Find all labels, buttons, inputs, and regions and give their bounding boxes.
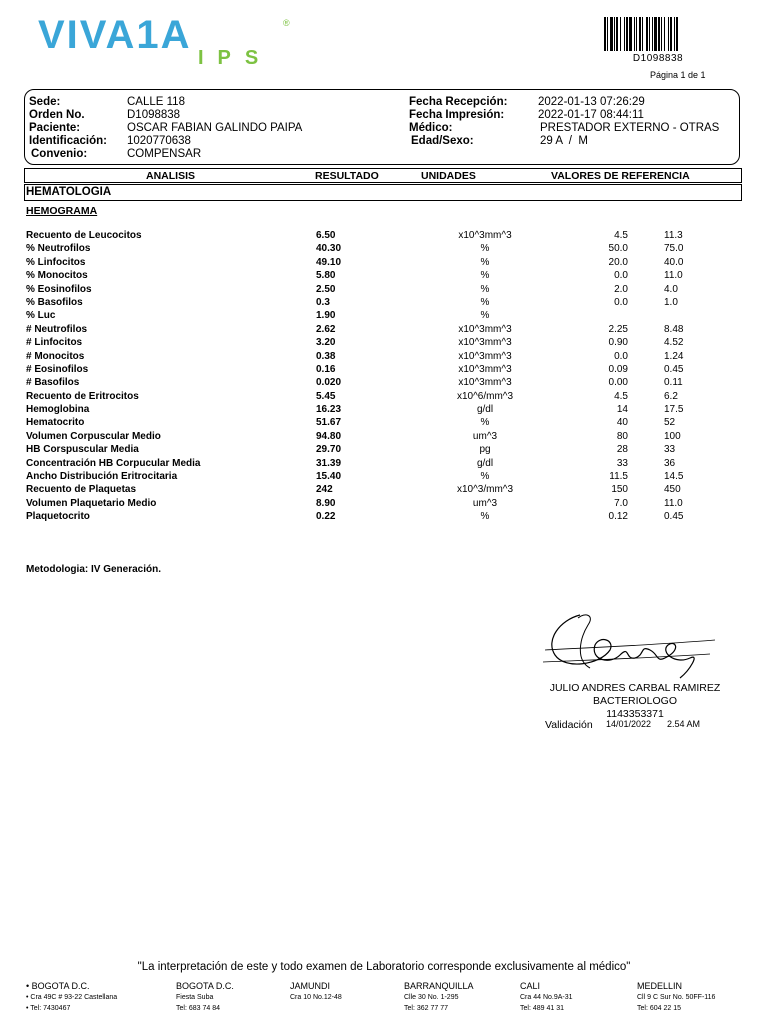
table-row [0,497,768,510]
table-row [0,376,768,389]
ref-max: 0.45 [664,511,684,523]
result-value: 0.16 [316,363,336,375]
unit-value: % [480,417,490,429]
result-value: 3.20 [316,337,336,349]
col-resultado: RESULTADO [315,170,379,182]
col-analisis: ANALISIS [146,170,196,182]
table-row [0,350,768,363]
table-row [0,363,768,376]
ref-min: 0.0 [614,270,628,282]
table-row [0,416,768,429]
branch-tel: Tel: 604 22 15 [637,1005,681,1012]
ref-max: 1.0 [664,296,678,308]
page-number: Página 1 de 1 [650,70,706,80]
ref-min: 11.5 [609,471,628,483]
paciente-value: OSCAR FABIAN GALINDO PAIPA [127,122,303,134]
unit-value: % [480,270,490,282]
ref-min: 4.5 [614,390,628,402]
ref-min: 80 [616,430,628,442]
ref-min: 2.0 [614,283,628,295]
ref-min: 0.09 [608,363,628,375]
unit-value: x10^3mm^3 [458,323,512,335]
signature-image [540,610,720,680]
ref-max: 75.0 [664,243,684,255]
unit-value: % [480,310,490,322]
validacion-label: Validación [545,719,593,731]
sede-value: CALLE 118 [127,96,185,108]
impresion-value: 2022-01-17 08:44:11 [538,109,644,121]
branch-address: Clle 30 No. 1-295 [404,994,459,1001]
logo-registered: ® [283,18,290,28]
unit-value: % [480,511,490,523]
ref-max: 11.0 [664,497,683,509]
analysis-name: Volumen Plaquetario Medio [26,497,157,509]
ident-label: Identificación: [29,135,107,147]
recepcion-label: Fecha Recepción: [409,96,508,108]
analysis-name: % Neutrofilos [26,243,91,255]
ref-max: 11.3 [664,230,683,241]
footer-disclaimer: "La interpretación de este y todo examen de Laboratorio corresponde exclusivamente al médico" [137,961,631,973]
branch-city: CALI [520,981,541,991]
unit-value: % [480,243,490,255]
unit-value: x10^6/mm^3 [456,390,514,402]
unit-value: um^3 [472,430,498,442]
result-value: 0.22 [316,511,336,523]
branch-tel: • Tel: 7430467 [26,1005,71,1012]
analysis-name: % Eosinofilos [26,283,92,295]
result-value: 51.67 [316,417,342,429]
result-value: 242 [316,484,333,496]
result-value: 40.30 [316,243,342,255]
table-row [0,430,768,443]
table-row [0,269,768,282]
ref-min: 40 [616,417,628,429]
analysis-name: % Linfocitos [26,256,86,268]
ref-max: 4.0 [664,283,678,295]
logo-sub-text: IPS [198,47,273,69]
unit-value: x10^3mm^3 [458,363,512,375]
branch-tel [290,1003,420,1014]
ref-min: 28 [616,444,628,456]
table-row [0,242,768,255]
ref-max: 40.0 [664,256,684,268]
branch-item [520,980,650,1014]
ref-max: 6.2 [664,390,678,402]
branch-tel: Tel: 489 41 31 [520,1005,564,1012]
ref-min: 4.5 [614,230,628,241]
result-value: 1.90 [316,310,336,322]
ref-min: 14 [616,404,628,416]
table-row [0,309,768,322]
ref-max: 8.48 [664,323,684,335]
result-value: 29.70 [316,444,342,456]
ref-max: 36 [664,457,676,469]
table-row [0,510,768,523]
ref-min: 2.25 [608,323,628,335]
ref-max: 17.5 [664,404,684,416]
analysis-name: Ancho Distribución Eritrocitaria [26,471,178,483]
unit-value: x10^3mm^3 [458,230,512,241]
convenio-label: Convenio: [31,148,88,160]
ref-max: 33 [664,444,676,456]
ref-min: 33 [616,457,628,469]
branch-item [404,980,534,1014]
analysis-name: HB Corspuscular Media [26,444,139,456]
table-row [0,483,768,496]
branch-item [176,980,306,1014]
table-row [0,403,768,416]
analysis-name: # Eosinofilos [26,363,89,375]
ref-max: 14.5 [664,471,684,483]
analysis-name: # Neutrofilos [26,323,88,335]
branch-address: Fiesta Suba [176,994,214,1001]
table-row [0,283,768,296]
unit-value: x10^3mm^3 [458,377,512,389]
table-row [0,443,768,456]
branch-address: Cll 9 C Sur No. 50FF-116 [637,994,716,1001]
ref-min: 7.0 [614,497,628,509]
validacion-time: 2.54 AM [667,719,701,729]
table-row [0,457,768,470]
branch-address: Cra 10 No.12-48 [290,994,342,1001]
ident-value: 1020770638 [127,135,191,147]
analysis-name: Volumen Corpuscular Medio [26,430,161,442]
branch-tel: Tel: 683 74 84 [176,1005,220,1012]
signer-name: JULIO ANDRES CARBAL RAMIREZ [549,682,721,694]
result-value: 2.62 [316,323,336,335]
branch-tel: Tel: 362 77 77 [404,1005,448,1012]
ref-max: 450 [664,484,681,496]
analysis-name: # Basofilos [26,377,80,389]
result-value: 16.23 [316,404,342,416]
analysis-name: Hemoglobina [26,404,90,416]
unit-value: x10^3/mm^3 [456,484,514,496]
analysis-name: Plaquetocrito [26,511,90,523]
ref-min: 0.90 [608,337,628,349]
analysis-name: Recuento de Leucocitos [26,230,142,241]
analysis-name: # Linfocitos [26,337,83,349]
table-row [0,470,768,483]
orden-label: Orden No. [29,109,85,121]
subsection-title: HEMOGRAMA [26,205,98,217]
impresion-label: Fecha Impresión: [409,109,505,121]
result-value: 5.80 [316,270,336,282]
branch-address: • Cra 49C # 93-22 Castellana [26,994,118,1001]
ref-max: 0.45 [664,363,684,375]
result-value: 6.50 [316,230,336,241]
col-referencia: VALORES DE REFERENCIA [551,170,690,182]
result-value: 0.020 [316,377,342,389]
paciente-label: Paciente: [29,122,81,134]
ref-max: 1.24 [664,350,684,362]
ref-min: 0.0 [614,296,628,308]
analysis-name: Recuento de Eritrocitos [26,390,139,402]
convenio-value: COMPENSAR [127,148,202,160]
analysis-name: Concentración HB Corpucular Media [26,457,201,469]
analysis-name: Recuento de Plaquetas [26,484,137,496]
unit-value: g/dl [476,457,494,469]
result-value: 0.38 [316,350,336,362]
result-value: 5.45 [316,390,336,402]
table-row [0,256,768,269]
sede-label: Sede: [29,96,61,108]
ref-min: 0.00 [608,377,628,389]
edad-value: 29 A / M [540,135,588,147]
validacion-date: 14/01/2022 [606,719,652,729]
orden-value: D1098838 [127,109,181,121]
results-column-header [24,168,742,183]
branch-item [290,980,420,1014]
analysis-name: % Luc [26,310,56,322]
unit-value: g/dl [476,404,494,416]
analysis-name: # Monocitos [26,350,85,362]
analysis-name: % Basofilos [26,296,83,308]
logo-brand-text: VIVA1A [38,14,192,57]
table-row [0,390,768,403]
signer-title: BACTERIOLOGO [592,695,677,707]
ref-min: 20.0 [608,256,628,268]
table-row [0,229,768,242]
unit-value: % [480,296,490,308]
analysis-name: Hematocrito [26,417,85,429]
col-unidades: UNIDADES [421,170,476,182]
unit-value: um^3 [472,497,498,509]
section-title: HEMATOLOGIA [24,184,742,201]
unit-value: % [480,471,490,483]
barcode-text: D1098838 [632,53,684,64]
branch-city: MEDELLIN [637,981,683,991]
viva1a-logo [38,14,298,74]
ref-max: 4.52 [664,337,684,349]
metodologia: Metodologia: IV Generación. [26,564,162,575]
result-value: 15.40 [316,471,342,483]
ref-max: 100 [664,430,681,442]
ref-max: 11.0 [664,270,683,282]
table-row [0,323,768,336]
recepcion-value: 2022-01-13 07:26:29 [538,96,645,108]
medico-label: Médico: [409,122,453,134]
branch-item [26,980,156,1014]
unit-value: pg [479,444,491,456]
branch-address: Cra 44 No.9A-31 [520,994,573,1001]
ref-min: 150 [611,484,628,496]
ref-min: 50.0 [608,243,628,255]
branch-city: BARRANQUILLA [404,981,474,991]
branch-city: JAMUNDI [290,981,330,991]
results-table [0,229,768,524]
result-value: 49.10 [316,256,342,268]
branch-city: • BOGOTA D.C. [26,981,90,991]
ref-min: 0.12 [608,511,628,523]
table-row [0,296,768,309]
barcode [604,17,710,51]
result-value: 94.80 [316,430,342,442]
unit-value: % [480,256,490,268]
branch-city: BOGOTA D.C. [176,981,234,991]
result-value: 2.50 [316,283,336,295]
result-value: 8.90 [316,497,336,509]
table-row [0,336,768,349]
ref-max: 52 [664,417,676,429]
unit-value: x10^3mm^3 [458,350,512,362]
ref-min: 0.0 [614,350,628,362]
ref-max: 0.11 [664,377,683,389]
unit-value: x10^3mm^3 [458,337,512,349]
edad-label: Edad/Sexo: [411,135,474,147]
result-value: 31.39 [316,457,342,469]
analysis-name: % Monocitos [26,270,88,282]
unit-value: % [480,283,490,295]
signer-block [520,682,750,721]
branch-item [637,980,767,1014]
signer-id: 1143353371 [606,708,664,720]
medico-value: PRESTADOR EXTERNO - OTRAS [540,122,720,134]
result-value: 0.3 [316,296,330,308]
